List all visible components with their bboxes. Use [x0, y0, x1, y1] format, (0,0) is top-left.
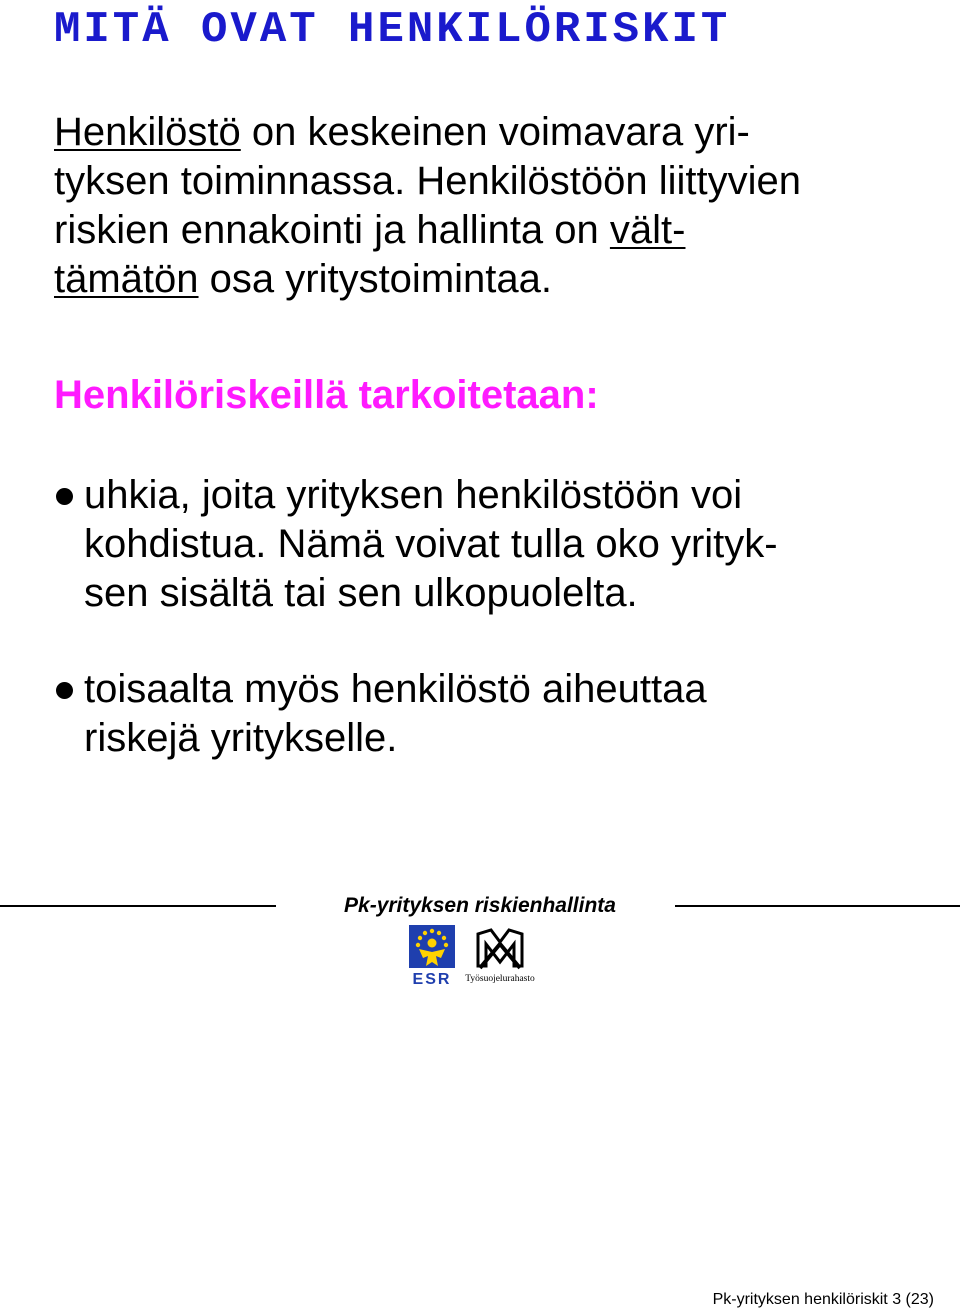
- footer-rule-right: [675, 905, 960, 907]
- bullet-list: [0, 471, 960, 763]
- tsr-logo-icon: [465, 930, 535, 984]
- link-valttamaton-cont[interactable]: tämätön: [54, 257, 199, 301]
- bullet-line: sen sisältä tai sen ulkopuolelta.: [84, 571, 638, 615]
- bullet-item: [0, 665, 960, 763]
- bullet-line: riskejä yritykselle.: [84, 716, 398, 760]
- intro-text: riskien ennakointi ja hallinta on: [54, 208, 610, 252]
- intro-line: [54, 108, 954, 157]
- bullet-line: kohdistua. Nämä voivat tulla oko yrityk-: [84, 522, 778, 566]
- intro-text: osa yritystoimintaa.: [198, 257, 552, 301]
- esr-logo-text: ESR: [412, 971, 452, 986]
- intro-line: [54, 206, 954, 255]
- bullet-dot-icon: [56, 682, 73, 699]
- link-henkilosto[interactable]: Henkilöstö: [54, 110, 241, 154]
- footer-logos: [408, 922, 558, 986]
- footer-title: Pk-yrityksen riskienhallinta: [344, 894, 616, 917]
- bullet-line: uhkia, joita yrityksen henkilöstöön voi: [84, 473, 743, 517]
- bullet-line: toisaalta myös henkilöstö aiheuttaa: [84, 667, 707, 711]
- subheading: Henkilöriskeillä tarkoitetaan:: [54, 373, 599, 417]
- intro-line: tyksen toiminnassa. Henkilöstöön liittyvien: [54, 159, 802, 203]
- link-valttamaton[interactable]: vält-: [609, 208, 686, 252]
- tsr-logo-text: Työsuojelurahasto: [465, 974, 535, 984]
- intro-text: on keskeinen voimavara yri-: [240, 110, 750, 154]
- esr-figure-head: [428, 939, 437, 948]
- intro-line: [54, 255, 954, 304]
- esr-logo-icon: [409, 925, 455, 986]
- bullet-item: [0, 471, 960, 618]
- page-title: MITÄ OVAT HENKILÖRISKIT: [54, 5, 731, 55]
- footer-rule-left: [0, 905, 276, 907]
- page-number-label: Pk-yrityksen henkilöriskit 3 (23): [712, 1291, 934, 1308]
- bullet-dot-icon: [56, 488, 73, 505]
- intro-paragraph: [54, 108, 954, 304]
